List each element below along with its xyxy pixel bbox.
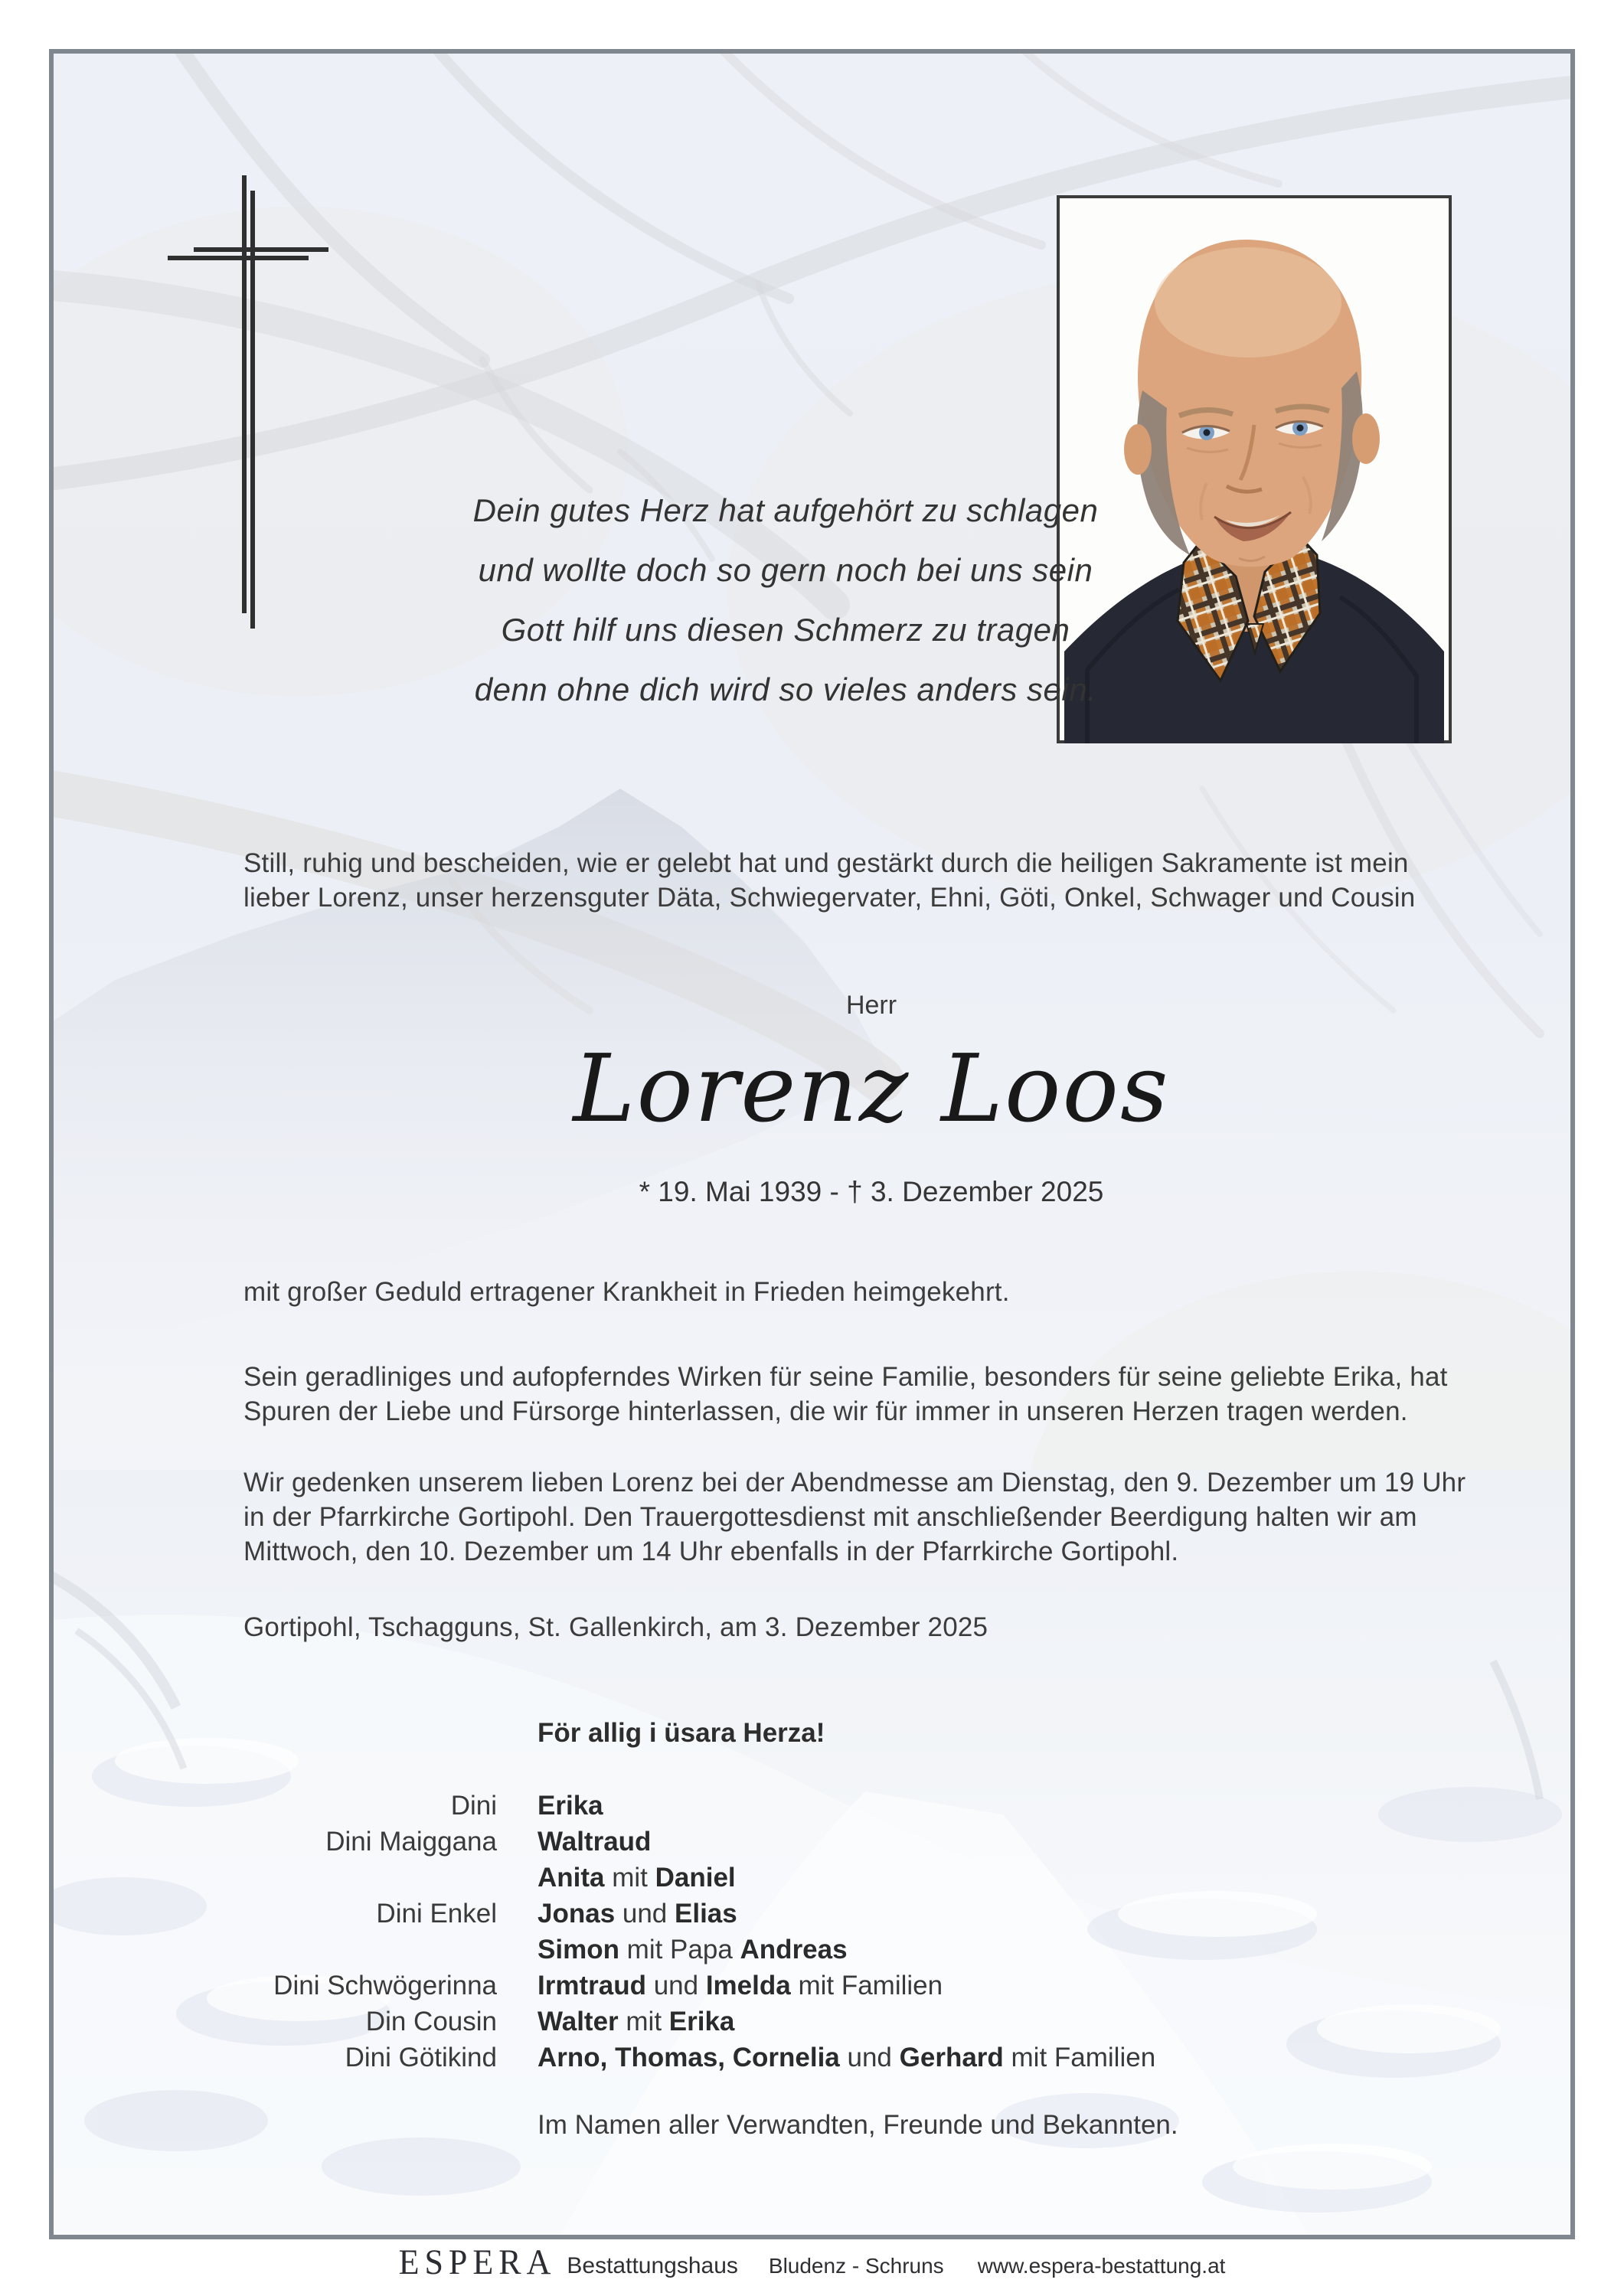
paragraph-gedenken [243, 1465, 1515, 1569]
family-label: Dini [450, 1791, 497, 1821]
family-name: Gerhard [899, 2043, 1004, 2072]
closing-line: Im Namen aller Verwandten, Freunde und Bekannten. [538, 2110, 1178, 2140]
text-line: Still, ruhig und bescheiden, wie er gelebt hat und gestärkt durch die heiligen Sakramente ist mein [243, 848, 1409, 878]
family-row [243, 1824, 1484, 1860]
family-connector: mit Papa [619, 1935, 740, 1965]
family-name: Elias [675, 1899, 737, 1929]
family-row [243, 1968, 1484, 2004]
family-label: Dini Enkel [376, 1899, 497, 1929]
family-connector: und [839, 2043, 900, 2072]
family-row [243, 1896, 1484, 1932]
family-connector: mit [604, 1863, 655, 1893]
deceased-name: Lorenz Loos [573, 1034, 1170, 1143]
salutation: Herr [845, 991, 897, 1020]
family-label: Din Cousin [365, 2007, 497, 2036]
family-connector: mit Familien [790, 1971, 943, 2000]
family-name: Walter [538, 2007, 619, 2036]
family-name: Imelda [705, 1971, 791, 2000]
brand-locations: Bludenz - Schruns [768, 2254, 944, 2278]
family-name: Simon [538, 1935, 619, 1965]
family-names [538, 1788, 603, 1824]
text-line: Gott hilf uns diesen Schmerz zu tragen [501, 612, 1070, 648]
family-names [538, 1932, 848, 1968]
poem [188, 481, 1383, 720]
family-connector: mit [618, 2007, 669, 2036]
life-dates: * 19. Mai 1939 - † 3. Dezember 2025 [639, 1176, 1104, 1207]
text-line: Wir gedenken unserem lieben Lorenz bei der Abendmesse am Dienstag, den 9. Dezember um 19 Uhr [243, 1468, 1466, 1497]
family-connector: und [615, 1899, 675, 1929]
family-names [538, 2004, 734, 2040]
paragraph-heimgekehrt [243, 1275, 1515, 1309]
family-name: Erika [538, 1791, 603, 1821]
family-connector: mit Familien [1003, 2043, 1156, 2072]
family-label: Dini Maiggana [325, 1827, 497, 1857]
family-connector: und [645, 1971, 706, 2000]
family-label: Dini Götikind [345, 2043, 497, 2072]
family-name: Anita [538, 1863, 605, 1893]
text-line: Sein geradliniges und aufopferndes Wirken für seine Familie, besonders für seine geliebte Erika, hat [243, 1362, 1448, 1392]
text-line: lieber Lorenz, unser herzensguter Däta, Schwiegervater, Ehni, Göti, Onkel, Schwager und Cousin [243, 883, 1416, 913]
family-row [243, 2004, 1484, 2040]
text-line: Spuren der Liebe und Fürsorge hinterlassen, die wir für immer in unseren Herzen tragen werden. [243, 1396, 1408, 1426]
family-name: Waltraud [538, 1827, 652, 1857]
paragraph-wirken [243, 1360, 1515, 1429]
family-names [538, 2040, 1155, 2076]
family-name: Daniel [655, 1863, 736, 1893]
family-names [538, 1896, 737, 1932]
brand-type: Bestattungshaus [567, 2253, 738, 2278]
family-name: Irmtraud [538, 1971, 646, 2000]
card-winter-background [49, 49, 1575, 2239]
family-names [538, 1824, 651, 1860]
text-line: und wollte doch so gern noch bei uns sein [478, 552, 1093, 588]
family-row [243, 1932, 1484, 1968]
family-label: Dini Schwögerinna [273, 1971, 497, 2000]
family-name: Arno, Thomas, Cornelia [538, 2043, 840, 2072]
family-name: Jonas [538, 1899, 616, 1929]
place-date-line: Gortipohl, Tschagguns, St. Gallenkirch, am 3. Dezember 2025 [243, 1612, 988, 1642]
footer [0, 2242, 1624, 2296]
text-line: in der Pfarrkirche Gortipohl. Den Trauergottesdienst mit anschließender Beerdigung halten wir am [243, 1502, 1417, 1532]
text-line: mit großer Geduld ertragener Krankheit in Frieden heimgekehrt. [243, 1277, 1010, 1307]
family-row [243, 2040, 1484, 2076]
text-line: Mittwoch, den 10. Dezember um 14 Uhr ebenfalls in der Pfarrkirche Gortipohl. [243, 1537, 1179, 1566]
family-label [243, 1860, 497, 1896]
farewell-heading: För allig i üsara Herza! [538, 1718, 825, 1748]
family-row [243, 1788, 1484, 1824]
brand-website: www.espera-bestattung.at [977, 2254, 1226, 2278]
intro-paragraph [243, 846, 1515, 915]
text-line: denn ohne dich wird so vieles anders sein. [474, 671, 1097, 707]
family-name: Erika [668, 2007, 735, 2036]
brand-logo: ESPERA [398, 2242, 557, 2282]
family-names [538, 1860, 736, 1896]
family-row [243, 1860, 1484, 1896]
family-list [243, 1788, 1484, 2076]
text-line: Dein gutes Herz hat aufgehört zu schlagen [472, 492, 1099, 528]
family-label [243, 1932, 497, 1968]
family-name: Andreas [740, 1935, 848, 1965]
family-names [538, 1968, 943, 2004]
